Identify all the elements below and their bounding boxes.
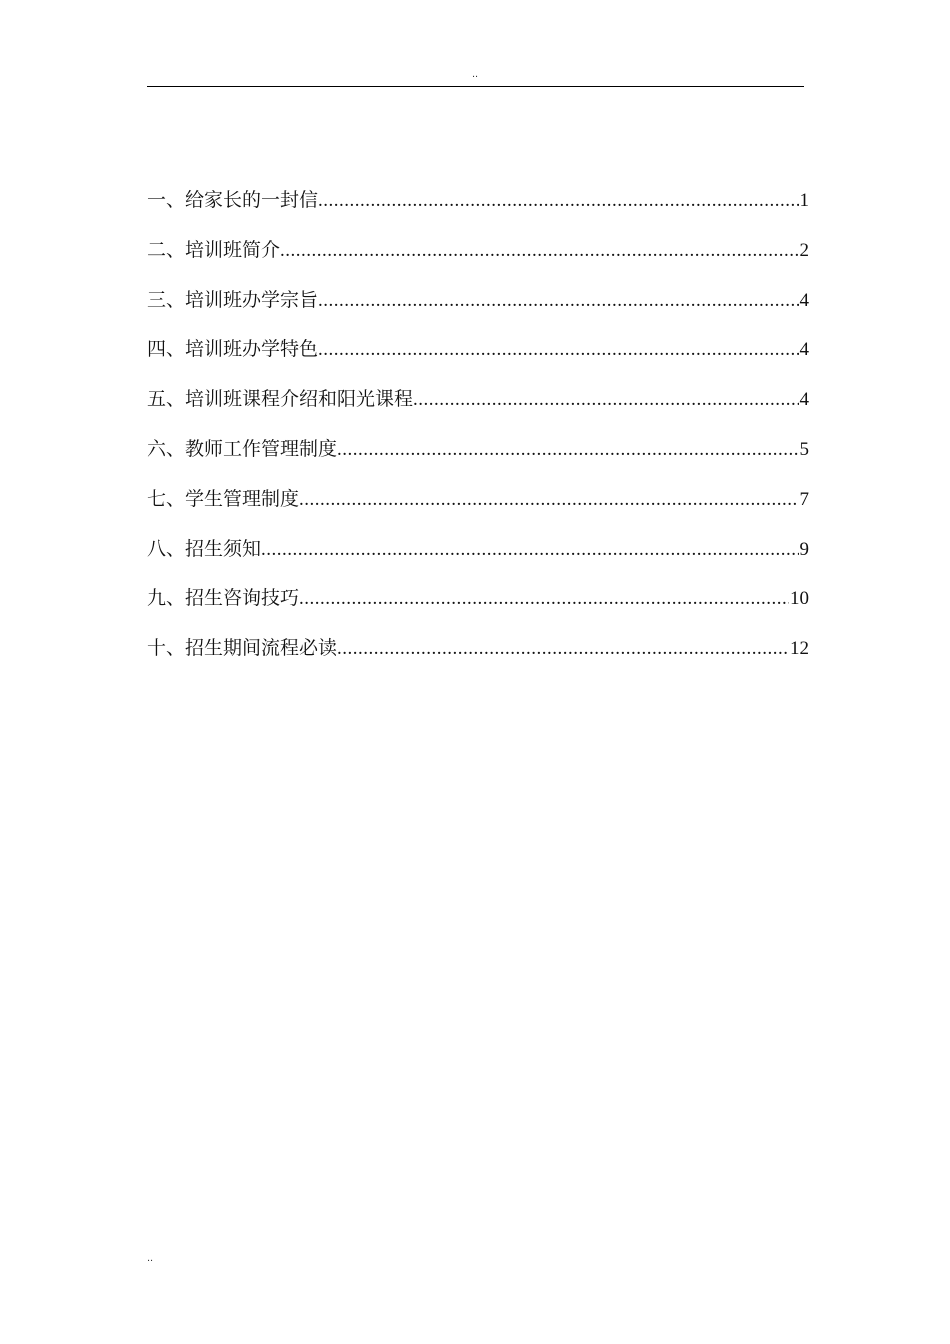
toc-entry[interactable]: [147, 632, 809, 682]
toc-dot-leader: [318, 334, 798, 366]
toc-entry-title: 招生期间流程必读: [185, 637, 338, 660]
toc-entry-page: 7: [799, 488, 809, 510]
header-rule: [147, 86, 804, 87]
toc-entry-number: 四、: [147, 338, 186, 361]
toc-entry-page: 1: [799, 190, 809, 211]
toc-entry-page: 12: [790, 638, 809, 660]
toc-entry-page: 10: [790, 588, 809, 610]
toc-entry-title: 培训班课程介绍和阳光课程: [185, 388, 414, 411]
toc-dot-leader: [299, 583, 789, 615]
toc-dot-leader: [280, 235, 798, 267]
footer-mark: ..: [147, 1252, 154, 1264]
toc-entry-page: 4: [799, 289, 809, 311]
toc-entry-page: 9: [799, 538, 809, 560]
toc-dot-leader: [318, 185, 798, 217]
toc-dot-leader: [261, 534, 798, 566]
toc-entry[interactable]: [147, 533, 809, 583]
toc-entry-page: 5: [799, 438, 809, 460]
toc-entry-number: 一、: [147, 189, 186, 211]
table-of-contents: [147, 184, 809, 682]
toc-entry[interactable]: [147, 184, 809, 234]
toc-entry-number: 九、: [147, 587, 186, 610]
toc-entry-title: 招生咨询技巧: [185, 587, 300, 610]
toc-entry[interactable]: [147, 333, 809, 383]
toc-entry-page: 2: [799, 239, 809, 261]
toc-entry[interactable]: [147, 433, 809, 483]
toc-dot-leader: [318, 285, 798, 317]
toc-entry-title: 培训班简介: [185, 238, 281, 261]
toc-entry-page: 4: [799, 389, 809, 411]
toc-entry-page: 4: [799, 339, 809, 361]
toc-entry-title: 培训班办学宗旨: [185, 288, 319, 311]
toc-entry-title: 给家长的一封信: [185, 189, 319, 211]
toc-entry[interactable]: [147, 284, 809, 334]
toc-entry[interactable]: [147, 383, 809, 433]
toc-entry-number: 二、: [147, 238, 186, 261]
toc-entry[interactable]: [147, 582, 809, 632]
toc-dot-leader: [337, 633, 789, 665]
toc-entry-number: 六、: [147, 437, 186, 460]
toc-entry-title: 招生须知: [185, 537, 262, 560]
toc-entry-number: 七、: [147, 487, 186, 510]
toc-dot-leader: [337, 434, 798, 466]
toc-entry-number: 八、: [147, 537, 186, 560]
toc-entry[interactable]: [147, 234, 809, 284]
toc-dot-leader: [299, 484, 798, 516]
toc-entry-title: 教师工作管理制度: [185, 437, 338, 460]
header-mark: ..: [471, 68, 479, 80]
toc-entry-number: 五、: [147, 388, 186, 411]
toc-dot-leader: [413, 384, 798, 416]
toc-entry-number: 三、: [147, 288, 186, 311]
toc-entry-title: 培训班办学特色: [185, 338, 319, 361]
toc-entry[interactable]: [147, 483, 809, 533]
toc-entry-title: 学生管理制度: [185, 487, 300, 510]
toc-entry-number: 十、: [147, 637, 186, 660]
